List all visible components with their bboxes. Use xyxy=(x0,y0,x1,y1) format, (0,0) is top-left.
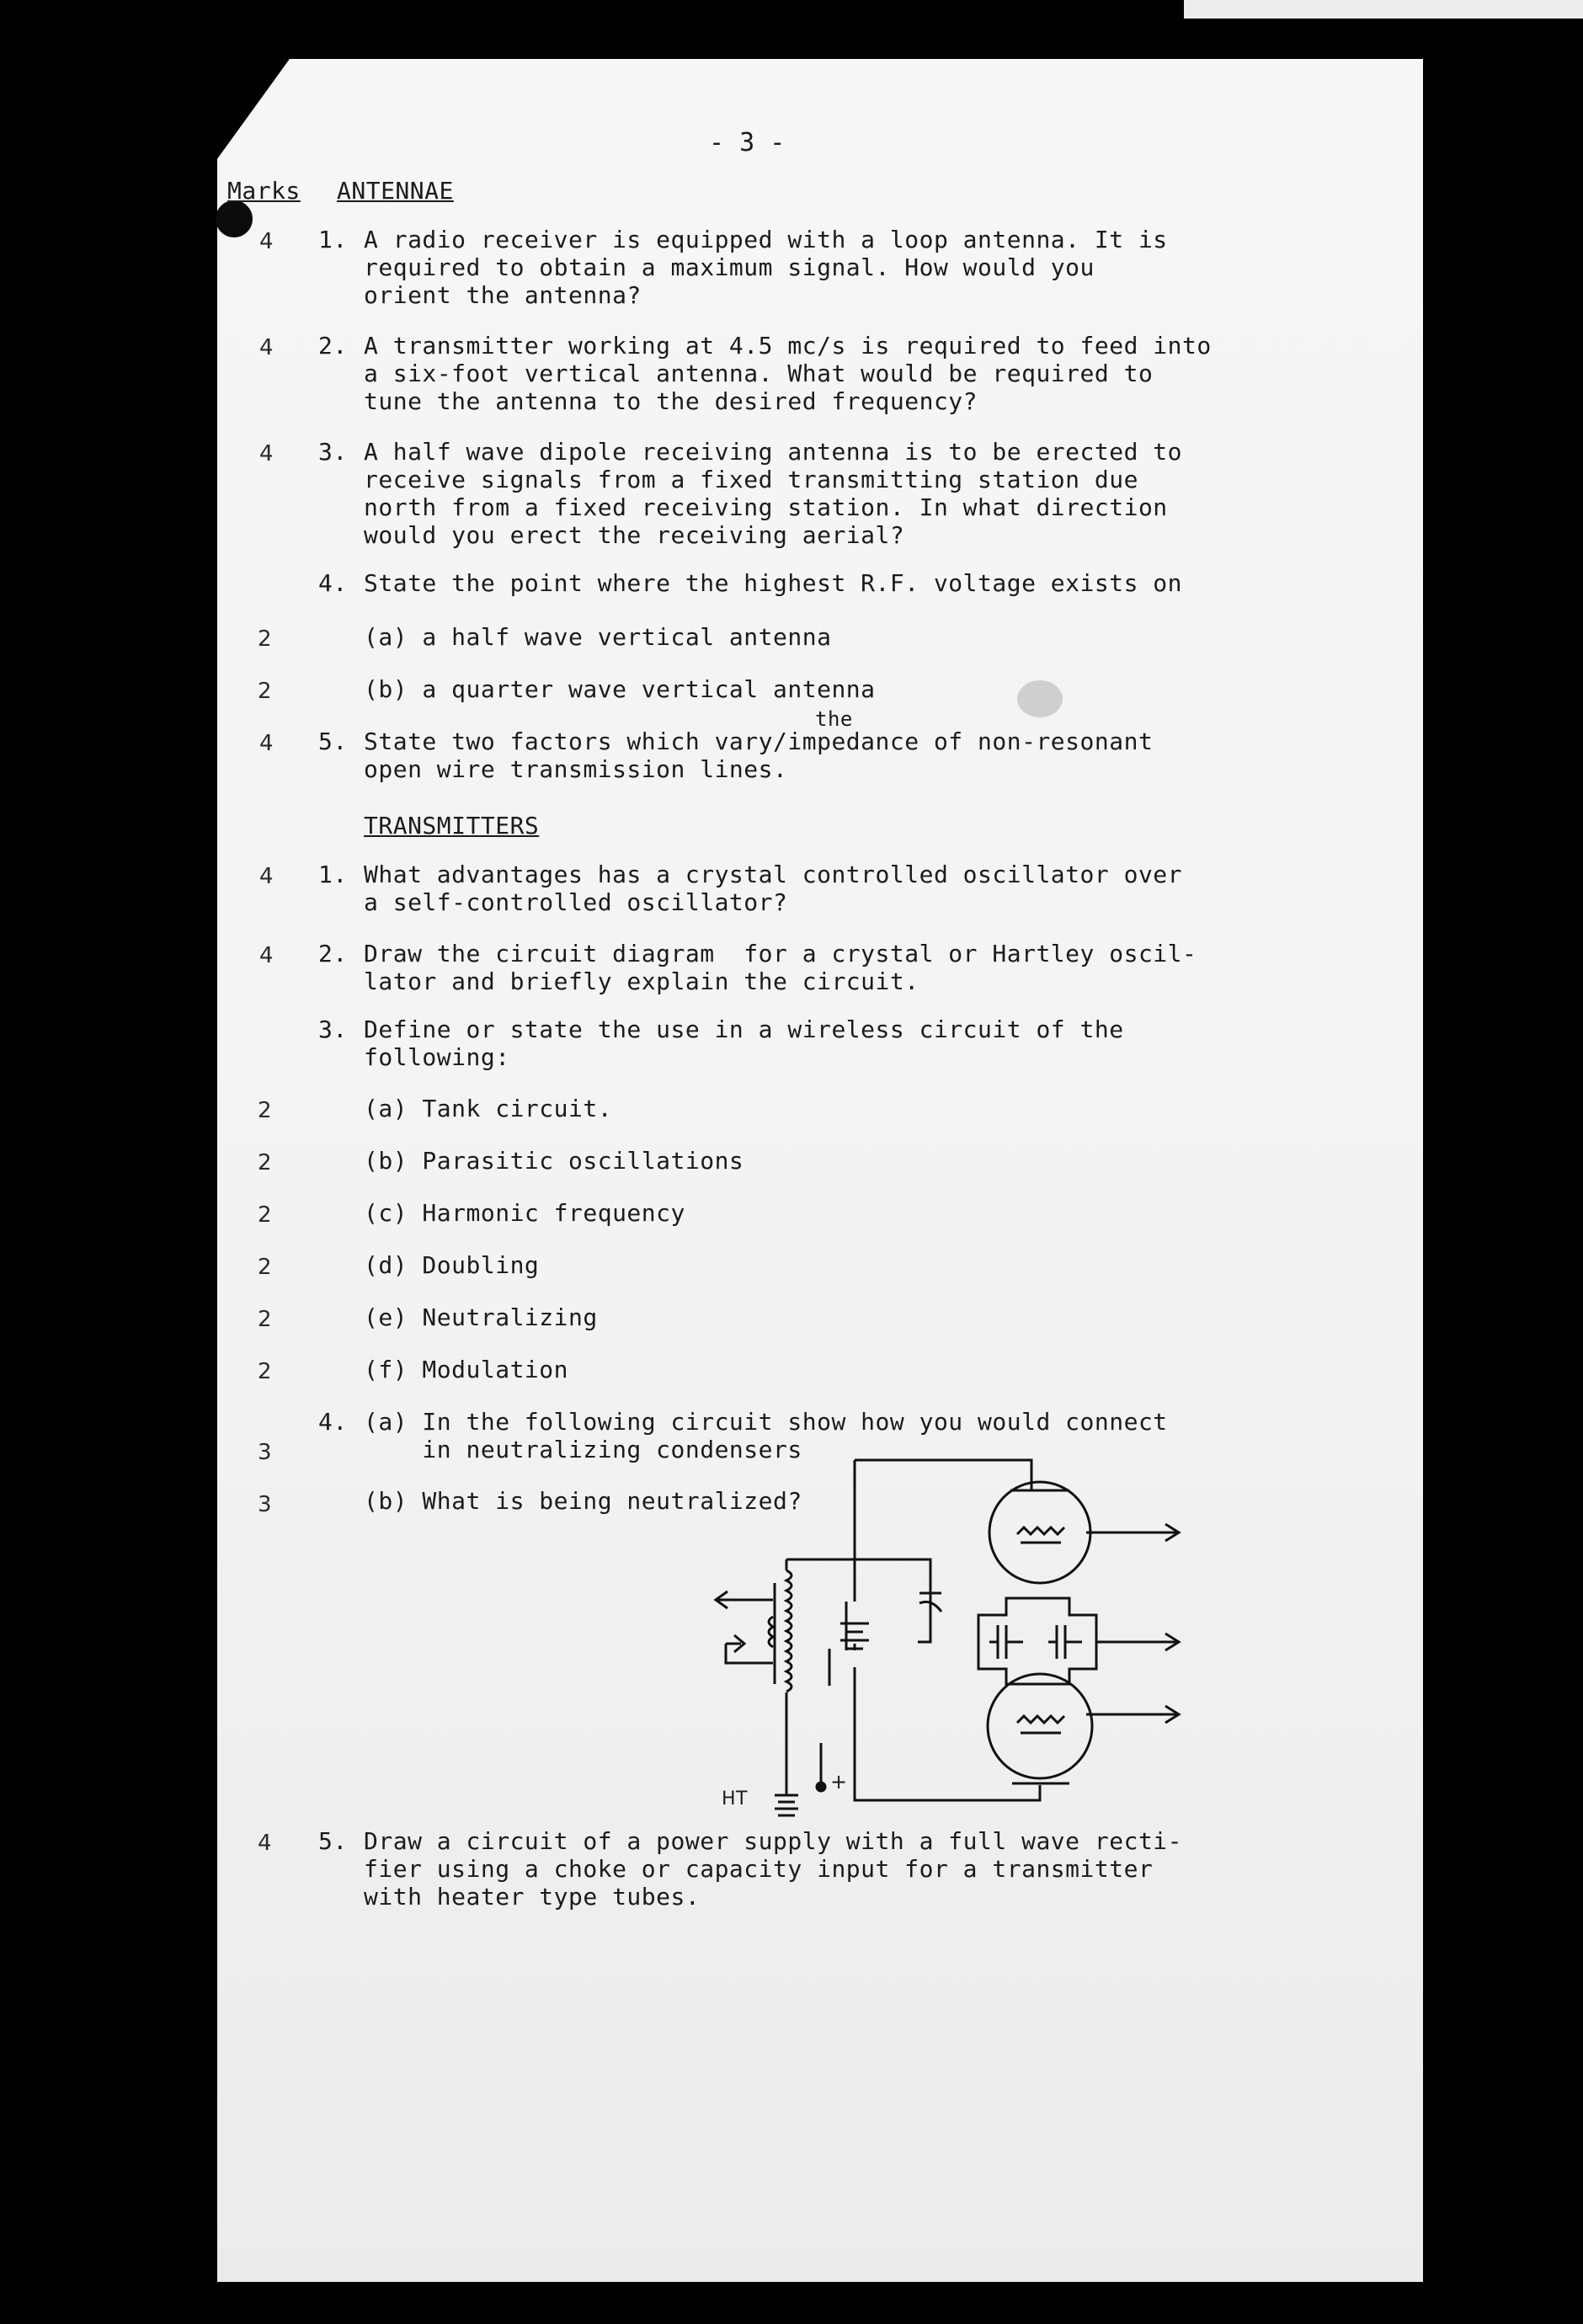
mark: 3 xyxy=(258,1440,272,1465)
tube-upper-icon xyxy=(989,1482,1179,1583)
question-number: 3. xyxy=(318,1015,348,1043)
sub-item: (b) What is being neutralized? xyxy=(364,1487,802,1515)
inserted-word: the xyxy=(815,707,853,731)
mark: 4 xyxy=(259,731,274,756)
question-number: 4. xyxy=(318,1408,348,1436)
sub-item: (c) Harmonic frequency xyxy=(364,1199,685,1227)
question-line: A half wave dipole receiving antenna is to be erected to xyxy=(364,438,1183,466)
mark: 4 xyxy=(259,335,274,360)
question-number: 4. xyxy=(318,569,348,597)
question-line: a six-foot vertical antenna. What would be required to xyxy=(364,360,1154,387)
question-line: fier using a choke or capacity input for a transmitter xyxy=(364,1855,1154,1883)
question-line: Draw a circuit of a power supply with a full wave recti- xyxy=(364,1827,1183,1855)
sub-item: (d) Doubling xyxy=(364,1251,540,1279)
question-line: with heater type tubes. xyxy=(364,1883,701,1911)
marks-label: Marks xyxy=(227,177,301,205)
arrow-left-icon xyxy=(716,1591,773,1663)
mark: 2 xyxy=(258,1359,272,1384)
mark: 4 xyxy=(259,229,274,254)
mark: 4 xyxy=(259,441,274,466)
mark: 3 xyxy=(258,1492,272,1517)
question-line: orient the antenna? xyxy=(364,281,642,309)
question-number: 5. xyxy=(318,1827,348,1855)
page-corner xyxy=(1184,0,1583,19)
mark: 2 xyxy=(258,679,272,704)
question-line: A radio receiver is equipped with a loop antenna. It is xyxy=(364,226,1168,253)
question-line: State the point where the highest R.F. voltage exists on xyxy=(364,569,1183,597)
question-line: What advantages has a crystal controlled oscillator over xyxy=(364,861,1183,888)
mark: 2 xyxy=(258,1307,272,1332)
paper-blemish xyxy=(1017,680,1063,717)
question-number: 5. xyxy=(318,728,348,755)
circuit-diagram xyxy=(707,1448,1196,1827)
tube-middle-icon xyxy=(978,1598,1179,1684)
question-line: receive signals from a fixed transmitting station due xyxy=(364,466,1138,493)
question-line: State two factors which vary/impedance of non-resonant xyxy=(364,728,1154,755)
question-line: open wire transmission lines. xyxy=(364,755,788,783)
section-antenna-heading: ANTENNAE xyxy=(337,177,454,205)
question-line: Define or state the use in a wireless circuit of the xyxy=(364,1015,1124,1043)
mark: 4 xyxy=(258,1831,272,1856)
question-line: following: xyxy=(364,1043,510,1071)
question-number: 2. xyxy=(318,332,348,360)
sub-item: (a) a half wave vertical antenna xyxy=(364,623,832,651)
wire xyxy=(786,1460,1040,1800)
question-line: tune the antenna to the desired frequency? xyxy=(364,387,978,415)
sub-item: (a) Tank circuit. xyxy=(364,1095,613,1122)
terminal-icon xyxy=(817,1783,825,1791)
ht-battery-icon xyxy=(775,1785,798,1815)
tube-lower-icon xyxy=(988,1674,1179,1783)
mark: 4 xyxy=(259,943,274,968)
inductor-coil xyxy=(769,1570,792,1692)
question-line: in neutralizing condensers xyxy=(364,1436,802,1463)
sub-item: (e) Neutralizing xyxy=(364,1303,598,1331)
question-line: lator and briefly explain the circuit. xyxy=(364,967,919,995)
question-number: 3. xyxy=(318,438,348,466)
mark: 2 xyxy=(258,1202,272,1228)
ht-label: HT xyxy=(722,1788,748,1810)
question-line: (a) In the following circuit show how you would connect xyxy=(364,1408,1168,1436)
question-number: 1. xyxy=(318,861,348,888)
question-line: A transmitter working at 4.5 mc/s is required to feed into xyxy=(364,332,1212,360)
mark: 2 xyxy=(258,1150,272,1175)
question-line: a self-controlled oscillator? xyxy=(364,888,788,916)
sub-item: (f) Modulation xyxy=(364,1356,569,1383)
question-line: required to obtain a maximum signal. How would you xyxy=(364,253,1095,281)
sub-item: (b) Parasitic oscillations xyxy=(364,1147,744,1175)
mark: 4 xyxy=(259,864,274,889)
section-transmitters-heading: TRANSMITTERS xyxy=(364,812,540,840)
plus-label: + xyxy=(830,1770,848,1794)
question-line: Draw the circuit diagram for a crystal or Hartley oscil- xyxy=(364,940,1197,967)
sub-item: (b) a quarter wave vertical antenna xyxy=(364,675,876,703)
page-number: - 3 - xyxy=(709,128,786,157)
punch-hole xyxy=(216,200,253,237)
question-line: north from a fixed receiving station. In what direction xyxy=(364,493,1168,521)
mark: 2 xyxy=(258,1255,272,1280)
question-line: would you erect the receiving aerial? xyxy=(364,521,905,549)
mark: 2 xyxy=(258,1098,272,1123)
question-number: 2. xyxy=(318,940,348,967)
question-number: 1. xyxy=(318,226,348,253)
mark: 2 xyxy=(258,626,272,652)
